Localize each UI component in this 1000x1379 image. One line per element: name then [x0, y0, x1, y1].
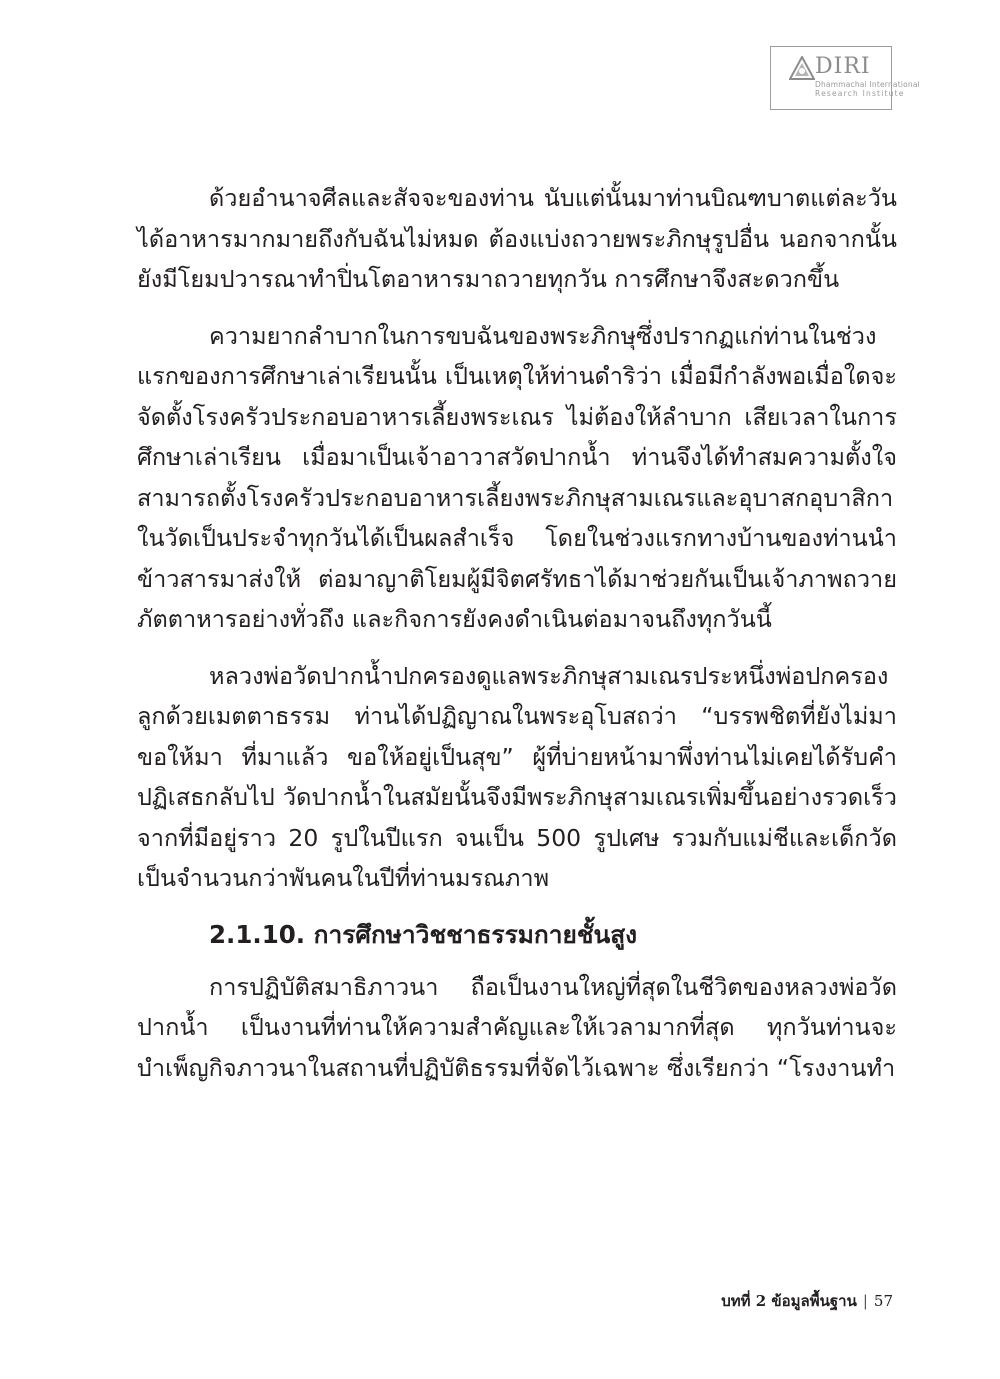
paragraph-1: ด้วยอำนาจศีลและสัจจะของท่าน นับแต่นั้นมาท่านบิณฑบาตแต่ละวันได้อาหารมากมายถึงกับฉันไม่หมด ต้องแบ่งถวายพระภิกษุรูปอื่น นอกจากนั้นยังมีโยมปวารณาทำปิ่นโตอาหารมาถวายทุกวัน การศึกษาจึงสะดวกขึ้น: [137, 184, 897, 293]
footer-chapter: บทที่ 2 ข้อมูลพื้นฐาน: [721, 1292, 857, 1310]
paragraph-2: ความยากลำบากในการขบฉันของพระภิกษุซึ่งปรากฏแก่ท่านในช่วงแรกของการศึกษาเล่าเรียนนั้น เป็นเหตุให้ท่านดำริว่า เมื่อมีกำลังพอเมื่อใดจะจัดตั้งโรงครัวประกอบอาหารเลี้ยงพระเณร ไม่ต้องให้ลำบาก เสียเวลาในการศึกษาเล่าเรียน เมื่อมาเป็นเจ้าอาวาสวัดปากน้ำ ท่านจึงได้ทำสมความตั้งใจสามารถตั้งโรงครัวประกอบอาหารเลี้ยงพระภิกษุสามเณรและอุบาสกอุบาสิกาในวัดเป็นประจำทุกวันได้เป็นผลสำเร็จ โดยในช่วงแรกทางบ้านของท่านนำข้าวสารมาส่งให้ ต่อมาญาติโยมผู้มีจิตศรัทธาได้มาช่วยกันเป็นเจ้าภาพถวายภัตตาหารอย่างทั่วถึง และกิจการยังคงดำเนินต่อมาจนถึงทุกวันนี้: [137, 321, 897, 633]
paragraph-3: หลวงพ่อวัดปากน้ำปกครองดูแลพระภิกษุสามเณรประหนึ่งพ่อปกครองลูกด้วยเมตตาธรรม ท่านได้ปฏิญาณในพระอุโบสถว่า “บรรพชิตที่ยังไม่มา ขอให้มา ที่มาแล้ว ขอให้อยู่เป็นสุข” ผู้ที่บ่ายหน้ามาพึ่งท่านไม่เคยได้รับคำปฏิเสธกลับไป วัดปากน้ำในสมัยนั้นจึงมีพระภิกษุสามเณรเพิ่มขึ้นอย่างรวดเร็ว จากที่มีอยู่ราว 20 รูปในปีแรก จนเป็น 500 รูปเศษ รวมกับแม่ชีและเด็กวัดเป็นจำนวนกว่าพันคนในปีที่ท่านมรณภาพ: [137, 661, 897, 892]
logo-title: DIRI: [815, 54, 871, 79]
footer-separator: |: [862, 1292, 868, 1310]
section-paragraph: การปฏิบัติสมาธิภาวนา ถือเป็นงานใหญ่ที่สุดในชีวิตของหลวงพ่อวัดปากน้ำ เป็นงานที่ท่านให้ความสำคัญและให้เวลามากที่สุด ทุกวันท่านจะบำเพ็ญกิจภาวนาในสถานที่ปฏิบัติธรรมที่จัดไว้เฉพาะ ซึ่งเรียกว่า “โรงงานทำ: [137, 972, 897, 1082]
page-number: 57: [873, 1292, 893, 1310]
page-body: [137, 178, 897, 1104]
page-footer: [721, 1290, 893, 1312]
diri-logo: [770, 46, 920, 110]
section-heading: 2.1.10. การศึกษาวิชชาธรรมกายชั้นสูง: [209, 919, 638, 949]
logo-subtitle-line-2: Research Institute: [815, 89, 905, 98]
logo-subtitle-line-1: Dhammachai International: [815, 80, 920, 89]
diri-triangle-icon: [789, 56, 815, 80]
